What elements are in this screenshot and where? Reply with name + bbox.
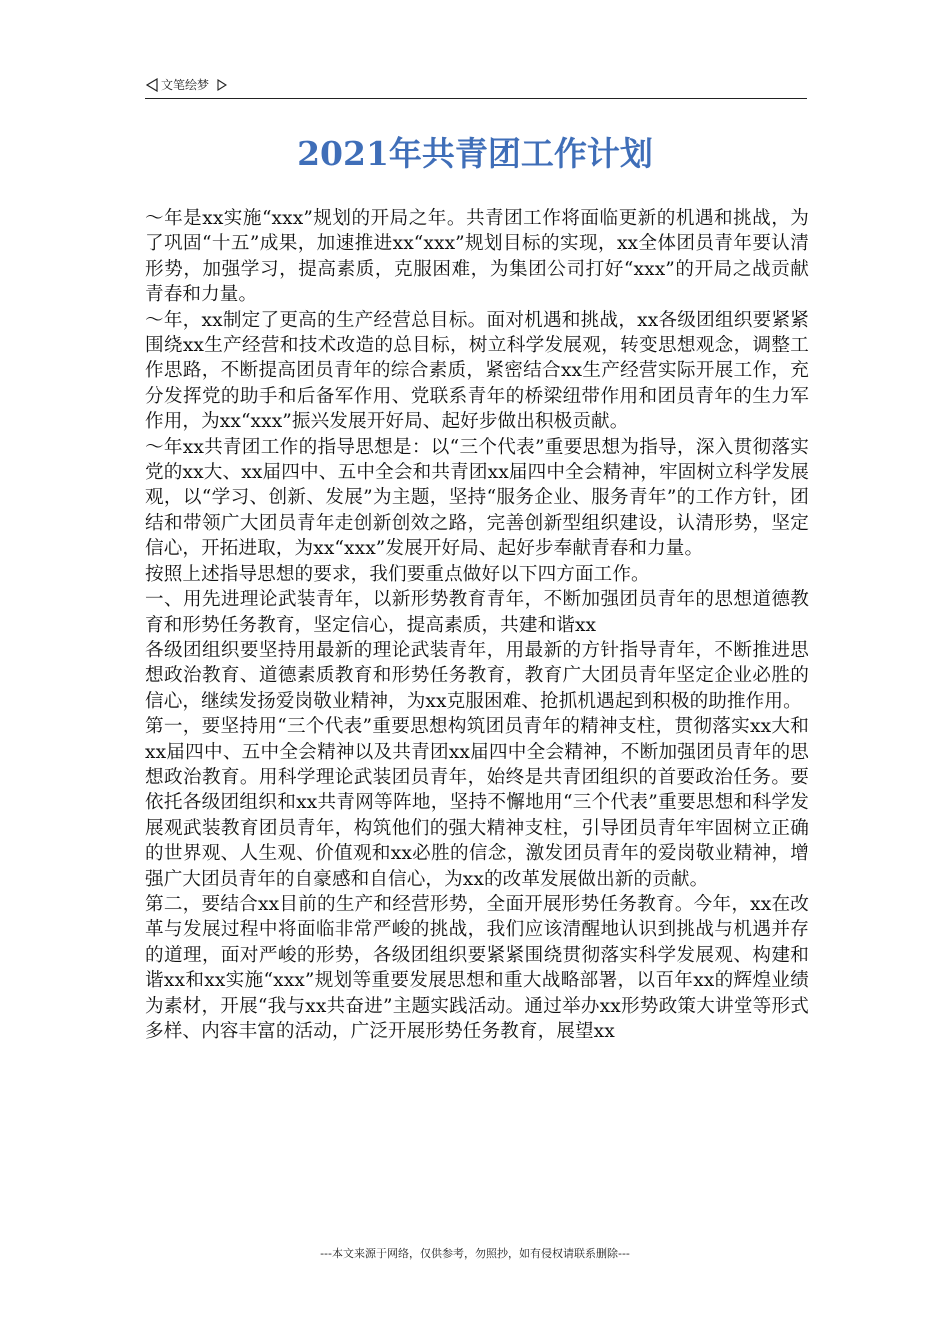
header-brand: [145, 76, 227, 93]
header-brand-text: 文笔绘梦: [161, 78, 210, 92]
paragraph: 各级团组织要坚持用最新的理论武装青年，用最新的方针指导青年，不断推进思想政治教育、道德素质教育和形势任务教育，教育广大团员青年坚定企业必胜的信心，继续发扬爱岗敬业精神，为xx克服困难、抢抓机遇起到积极的助推作用。: [145, 639, 809, 712]
page-header: [145, 74, 807, 99]
paragraph: ～年xx共青团工作的指导思想是：以“三个代表”重要思想为指导，深入贯彻落实党的xx大、xx届四中、五中全会和共青团xx届四中全会精神，牢固树立科学发展观，以“学习、创新、发展”为主题，坚持“服务企业、服务青年”的工作方针，团结和带领广大团员青年走创新创效之路，完善创新型组织建设，认清形势，坚定信心，开拓进取，为xx“xxx”发展开好局、起好步奉献青春和力量。: [145, 436, 809, 560]
triangle-right-icon: [217, 79, 227, 91]
document-body: [145, 206, 809, 1044]
paragraph: ～年是xx实施“xxx”规划的开局之年。共青团工作将面临更新的机遇和挑战，为了巩固“十五”成果，加速推进xx“xxx”规划目标的实现，xx全体团员青年要认清形势，加强学习，提高素质，克服困难，为集团公司打好“xxx”的开局之战贡献青春和力量。: [145, 208, 809, 306]
paragraph: 按照上述指导思想的要求，我们要重点做好以下四方面工作。: [145, 563, 650, 585]
paragraph: 第一，要坚持用“三个代表”重要思想构筑团员青年的精神支柱，贯彻落实xx大和xx届四中、五中全会精神以及共青团xx届四中全会精神，不断加强团员青年的思想政治教育。用科学理论武装团员青年，始终是共青团组织的首要政治任务。要依托各级团组织和xx共青网等阵地，坚持不懈地用“三个代表”重要思想和科学发展观武装教育团员青年，构筑他们的强大精神支柱，引导团员青年牢固树立正确的世界观、人生观、价值观和xx必胜的信念，激发团员青年的爱岗敬业精神，增强广大团员青年的自豪感和自信心，为xx的改革发展做出新的贡献。: [145, 716, 809, 890]
document-title: 2021年共青团工作计划: [297, 134, 653, 173]
triangle-left-icon: [145, 78, 159, 92]
paragraph: 第二，要结合xx目前的生产和经营形势，全面开展形势任务教育。今年，xx在改革与发展过程中将面临非常严峻的挑战，我们应该清醒地认识到挑战与机遇并存的道理，面对严峻的形势，各级团组织要紧紧围绕贯彻落实科学发展观、构建和谐xx和xx实施“xxx”规划等重要发展思想和重大战略部署，以百年xx的辉煌业绩为素材，开展“我与xx共奋进”主题实践活动。通过举办xx形势政策大讲堂等形式多样、内容丰富的活动，广泛开展形势任务教育，展望xx: [145, 893, 809, 1042]
paragraph: ～年，xx制定了更高的生产经营总目标。面对机遇和挑战，xx各级团组织要紧紧围绕xx生产经营和技术改造的总目标，树立科学发展观，转变思想观念，调整工作思路，不断提高团员青年的综合素质，紧密结合xx生产经营实际开展工作，充分发挥党的助手和后备军作用、党联系青年的桥梁纽带作用和团员青年的生力军作用，为xx“xxx”振兴发展开好局、起好步做出积极贡献。: [145, 309, 809, 433]
section-heading: 一、用先进理论武装青年，以新形势教育青年，不断加强团员青年的思想道德教育和形势任务教育，坚定信心，提高素质，共建和谐xx: [145, 589, 809, 636]
page-footer: ---本文来源于网络，仅供参考，勿照抄，如有侵权请联系删除---: [320, 1247, 630, 1260]
